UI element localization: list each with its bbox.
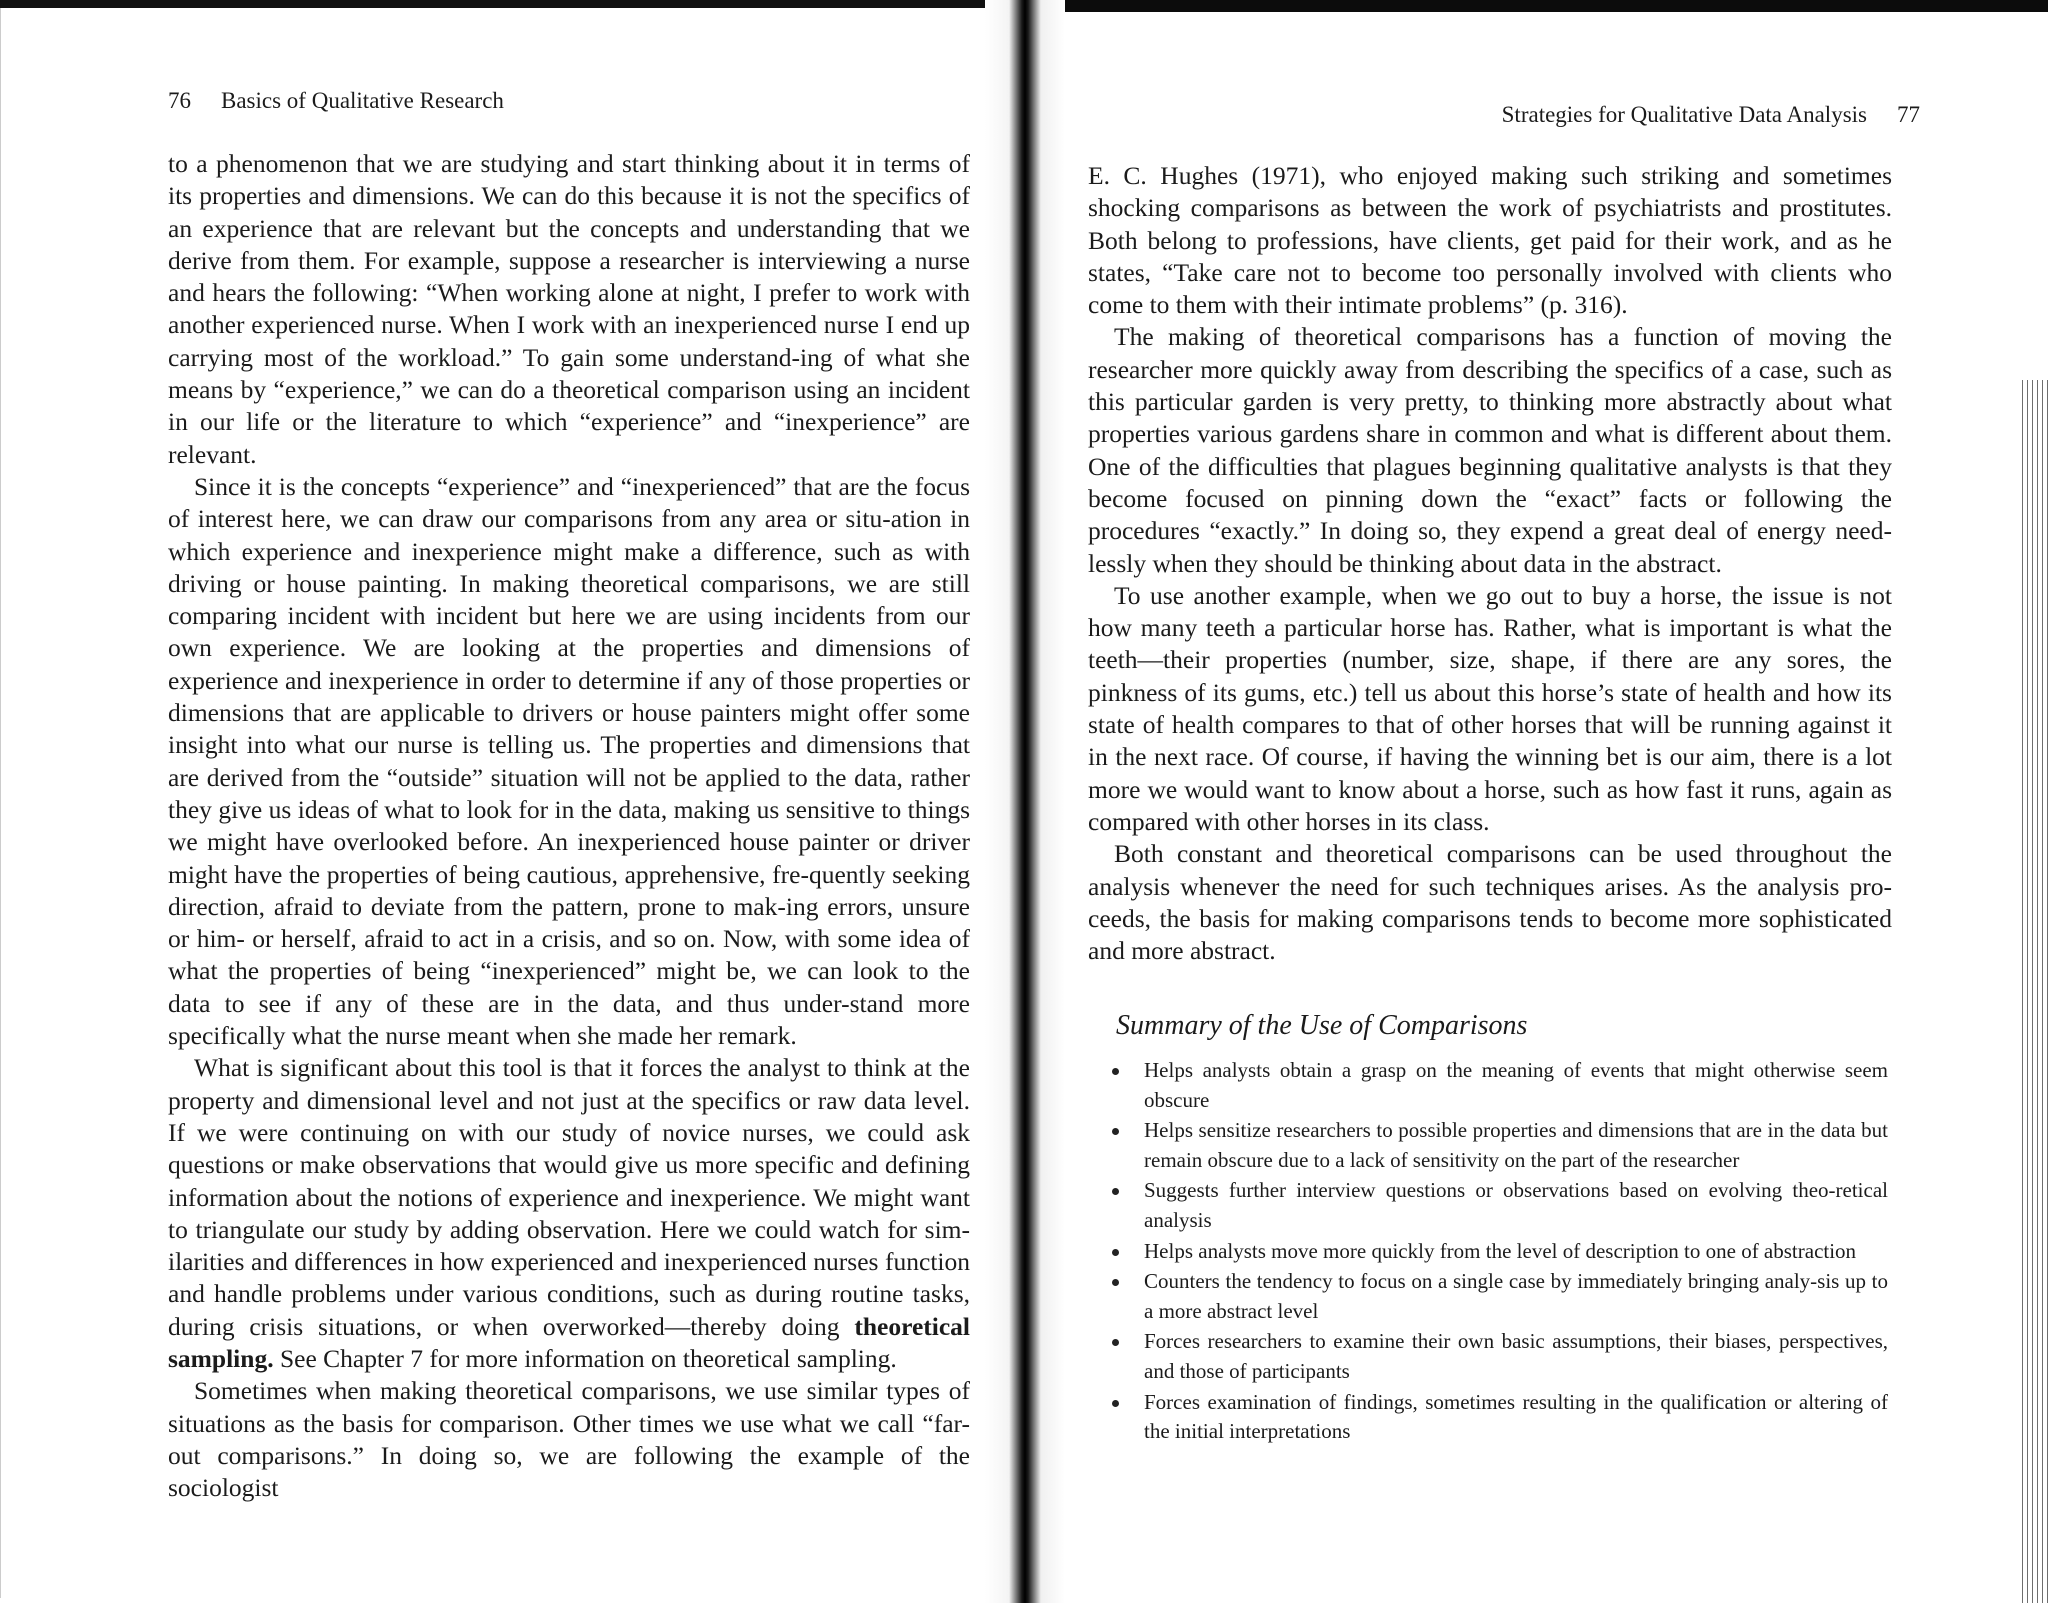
bullet-text: Forces examination of findings, sometimes resulting in the qualification or altering of the initial interpretations xyxy=(1144,1389,1888,1444)
bullet-text: Helps analysts move more quickly from the level of description to one of abstraction xyxy=(1144,1238,1857,1263)
page-edges-right xyxy=(2020,380,2048,1603)
paragraph: to a phenomenon that we are studying and start thinking about it in terms of its properties and dimensions. We can do this because it is not the specifics of an experience that are relevant but the concepts and understanding that we derive from them. For example, suppose a researcher is interviewing a nurse and hears the following: “When working alone at night, I prefer to work with another experienced nurse. When I work with an inexperienced nurse I end up carrying most of the workload.” To gain some understand-ing of what she means by “experience,” we can do a theoretical comparison using an incident in our life or the literature to which “experience” and “inexperience” are relevant. xyxy=(168,149,970,469)
bullet-icon xyxy=(1112,1188,1119,1195)
book-gutter xyxy=(985,0,1065,1603)
left-page-header xyxy=(168,88,504,114)
paragraph: Both constant and theoretical comparisons can be used throughout the analysis whenever the need for such techniques arises. As the analysis pro-ceeds, the basis for making comparisons tends to become more sophisticated and more abstract. xyxy=(1088,839,1892,966)
bullet-item xyxy=(1108,1267,1888,1326)
left-page-body xyxy=(168,148,970,1504)
bullet-item xyxy=(1108,1056,1888,1115)
left-running-title: Basics of Qualitative Research xyxy=(221,88,504,113)
left-page-number: 76 xyxy=(168,88,191,113)
bullet-icon xyxy=(1112,1068,1119,1075)
right-page-body xyxy=(1088,160,1892,967)
right-page-header xyxy=(1502,102,1920,128)
bullet-icon xyxy=(1112,1249,1119,1256)
section-heading: Summary of the Use of Comparisons xyxy=(1116,1010,1528,1041)
right-page-number: 77 xyxy=(1897,102,1920,127)
bullet-text: Counters the tendency to focus on a single case by immediately bringing analy-sis up to a more abstract level xyxy=(1144,1269,1888,1323)
bullet-text: Helps analysts obtain a grasp on the meaning of events that might otherwise seem obscure xyxy=(1144,1058,1888,1112)
bullet-item xyxy=(1108,1327,1888,1386)
paragraph: E. C. Hughes (1971), who enjoyed making such striking and sometimes shocking comparisons as between the work of psychiatrists and prostitutes. Both belong to professions, have clients, get paid for their work, and as he states, “Take care not to become too personally involved with clients who come to them with their intimate problems” (p. 316). xyxy=(1088,161,1892,320)
bullet-icon xyxy=(1112,1128,1119,1135)
scan-shadow-top-left xyxy=(0,0,1000,8)
paragraph: Since it is the concepts “experience” and “inexperienced” that are the focus of interest here, we can draw our comparisons from any area or situ-ation in which experience and inexperience might make a difference, such as with driving or house painting. In making theoretical comparisons, we are still comparing incident with incident but here we are using incidents from our own experience. We are looking at the properties and dimensions of experience and inexperience in order to determine if any of those properties or dimensions that are applicable to drivers or house painters might offer some insight into what our nurse is telling us. The properties and dimensions that are derived from the “outside” situation will not be applied to the data, rather they give us ideas of what to look for in the data, making us sensitive to things we might have overlooked before. An inexperienced house painter or driver might have the properties of being cautious, apprehensive, fre-quently seeking direction, afraid to deviate from the pattern, prone to mak-ing errors, unsure or him- or herself, afraid to act in a crisis, and so on. Now, with some idea of what the properties of being “inexperienced” might be, we can look to the data to see if any of these are in the data, and thus under-stand more specifically what the nurse meant when she made her remark. xyxy=(168,471,970,1051)
summary-bullet-list xyxy=(1108,1056,1888,1448)
bullet-text: Suggests further interview questions or observations based on evolving theo-retical analysis xyxy=(1144,1178,1888,1232)
paragraph-text: What is significant about this tool is that it forces the analyst to think at the property and dimensional level and not just at the specifics or raw data level. If we were continuing on with our study of novice nurses, we could ask questions or make observations that would give us more specific and defining information about the notions of experience and inexperience. We might want to triangulate our study by adding observation. Here we could watch for sim-ilarities and differences in how experienced and inexperienced nurses function and handle problems under various conditions, such as during routine tasks, during crisis situations, or when overworked—thereby doing xyxy=(168,1053,970,1341)
bullet-item xyxy=(1108,1388,1888,1447)
scan-edge-left xyxy=(0,8,1,1598)
bullet-icon xyxy=(1112,1400,1119,1407)
bullet-icon xyxy=(1112,1279,1119,1286)
scan-shadow-top-right xyxy=(1060,0,2048,12)
bullet-icon xyxy=(1112,1339,1119,1346)
paragraph: Sometimes when making theoretical comparisons, we use similar types of situations as the basis for comparison. Other times we use what we call “far-out comparisons.” In doing so, we are following the example of the sociologist xyxy=(168,1376,970,1503)
bullet-item xyxy=(1108,1237,1888,1267)
paragraph xyxy=(168,1052,970,1375)
paragraph: The making of theoretical comparisons has a function of moving the researcher more quickly away from describing the specifics of a case, such as this particular garden is very pretty, to thinking more abstractly about what properties various gardens share in common and what is different about them. One of the difficulties that plagues beginning qualitative analysts is that they become focused on pinning down the “exact” facts or following the procedures “exactly.” In doing so, they expend a great deal of energy need-lessly when they should be thinking about data in the abstract. xyxy=(1088,322,1892,578)
bold-term: theoretical sampling. xyxy=(168,1311,970,1373)
bullet-item xyxy=(1108,1176,1888,1235)
bullet-text: Forces researchers to examine their own basic assumptions, their biases, perspectives, and those of participants xyxy=(1144,1329,1888,1383)
paragraph: To use another example, when we go out to buy a horse, the issue is not how many teeth a particular horse has. Rather, what is important is what the teeth—their properties (number, size, shape, if there are any sores, the pinkness of its gums, etc.) tell us about this horse’s state of health and how its state of health compares to that of other horses that will be running against it in the next race. Of course, if having the winning bet is our aim, there is a lot more we would want to know about a horse, such as how fast it runs, again as compared with other horses in its class. xyxy=(1088,580,1892,836)
right-running-title: Strategies for Qualitative Data Analysis xyxy=(1501,102,1867,127)
bullet-item xyxy=(1108,1116,1888,1175)
bullet-text: Helps sensitize researchers to possible properties and dimensions that are in the data but remain obscure due to a lack of sensitivity on the part of the researcher xyxy=(1144,1118,1888,1172)
paragraph-text: See Chapter 7 for more information on theoretical sampling. xyxy=(273,1343,897,1373)
